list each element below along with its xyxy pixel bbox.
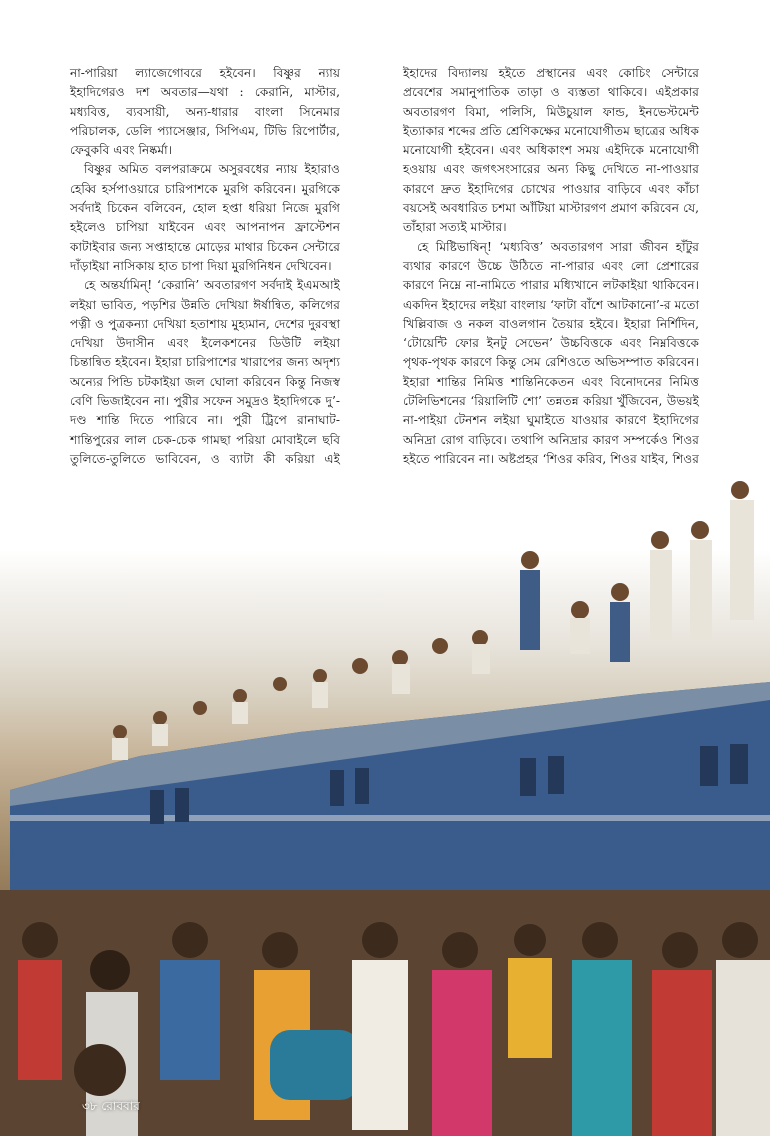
crowded-train-photo xyxy=(0,470,770,1136)
paragraph: বিষ্ণুর অমিত বলপরাক্রমে অসুরবধের ন্যায় ইহারাও হেব্বি হর্সপাওয়ারে চারিপাশকে মুরগি করিবেন। মুরগিকে সর্বদাই চিকেন বলিবেন, হোল হপ্তা ধরিয়া নিজে মুরগি হইলেও চাপিয়া যাইবেন এবং আপনাপন ফ্রাস্টেশন কাটাইবার জন্য সপ্তাহান্তে মোড়ের মাথার চিকেন সেন্টারে দাঁড়াইয়া নাসিকায় হাত চাপা দিয়া মুরগিনিধন দেখিবেন। xyxy=(70,162,340,273)
page-footer xyxy=(82,1098,140,1118)
page-number: ৩৮ xyxy=(82,1099,98,1113)
train-crowd-illustration xyxy=(0,470,770,1136)
paragraph: না-পারিয়া ল্যাজেগোবরে হইবেন। বিষ্ণুর ন্যায় ইহাদিগেরও দশ অবতার—যথা : কেরানি, মাস্টার, মধ্যবিত্ত, ব্যবসায়ী, অন্য-ধারার বাংলা সিনেমার পরিচালক, ডেলি প্যাসেঞ্জার, সিপিএম, টিভি রিপোর্টার, ফেবুকবি এবং নিষ্কর্মা। xyxy=(70,66,340,158)
paragraph: হে অন্তর্যামিন্! ‘কেরানি’ অবতারগণ সর্বদাই ইএমআই লইয়া ভাবিত, পড়শির উন্নতি দেখিয়া ঈর্ষান্বিত, কলিগের পত্নী ও পুত্রকন্যা দেখিয়া হতাশায় মুহ্যমান, দেশের দুরবস্থা দেখিয়া উদাসীন এবং ইলেকশনের ডিউটি লইয়া চিন্তান্বিত হইবেন। ইহারা চারিপাশের খারাপের জন্য অদৃশ্য অন্যের পিন্ডি চটকাইয়া জল ঘোলা করিবেন কিন্তু নিজস্ব বেণি ভিজাইবেন না। পুরীর সফেন সমুদ্রও ইহাদিগকে দু’-দণ্ড শান্তি দিতে পারিবে না। পুরী ট্রিপে রানাঘাট-শান্তিপুরের লাল চেক-চেক গামছা পরিয়া মোবাইলে ছবি তুলিতে-তুলিতে ভাবিবেন, ও ব্যাটা কী করিয়া এই xyxy=(70,278,340,466)
paragraph: ইহাদের বিদ্যালয় হইতে প্রস্থানের এবং কোচিং সেন্টারে প্রবেশের সমানুপাতিক তাড়া ও ব্যস্ততা থাকিবে। এইপ্রকার অবতারগণ বিমা, পলিসি, মিউচুয়াল ফান্ড, ইনভেস্টমেন্ট ইত্যাকার শব্দের প্রতি শ্রেণিকক্ষের মনোযোগীতম ছাত্রের অধিক মনোযোগী হইবেন। এবং অধিকাংশ সময় এইদিকে মনোযোগী হওয়ায় এবং জগৎসংসারের অন্য কিছু দেখিতে না-পাওয়ার কারণে দ্রুত ইহাদিগের চোখের পাওয়ার বাড়িবে এবং কাঁচা বয়সেই অবধারিত চশমা আঁটিয়া মাস্টারগণ প্রমাণ করিবেন যে, তাঁহারা সত্যই মাস্টার। xyxy=(403,66,699,235)
day-name: রোববার xyxy=(101,1099,140,1113)
paragraph: হে মিষ্টিভাষিন্! ‘মধ্যবিত্ত’ অবতারগণ সারা জীবন হাঁটুর ব্যথার কারণে উচ্চে উঠিতে না-পারার এবং লো প্রেশারের কারণে নিম্নে না-নামিতে পারার মধ্যিখানে লটকাইয়া থাকিবেন। একদিন ইহাদের লইয়া বাংলায় ‘ফাটা বাঁশে আটকানো’-র মতো খিল্লিবাজ ও নকল বাওলগান তৈয়ার হইবে। ইহারা নির্শিদিন, ‘টোয়েন্টি ফোর ইনটু সেভেন’ উচ্চবিত্তকে এবং নিম্নবিত্তকে পৃথক-পৃথক কারণে কিন্তু সেম রেশিওতে অভিসম্পাত করিবেন। ইহারা শান্তির নিমিত্ত শান্তিনিকেতন এবং বিনোদনের নিমিত্ত টেলিভিশনের ‘রিয়ালিটি শো’ তন্নতন্ন করিয়া খুঁজিবেন, উভয়ই না-পাইয়া টেনশন লইয়া ঘুমাইতে যাওয়ার কারণে ইহাদিগের অনিদ্রা রোগ বাড়িবে। তথাপি অনিদ্রার কারণ সম্পর্কেও শিওর হইতে পারিবেন না। অষ্টপ্রহর ‘শিওর করিব, শিওর যাইব, শিওর xyxy=(403,239,699,466)
